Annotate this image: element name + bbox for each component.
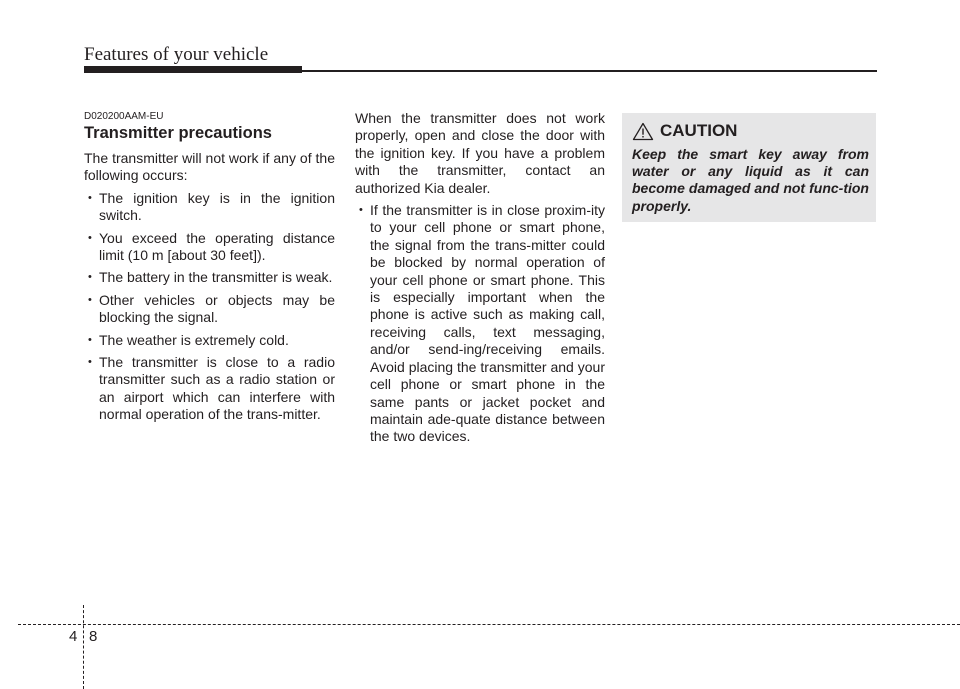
- list-item: • You exceed the operating distance limit (10 m [about 30 feet]).: [88, 229, 335, 264]
- chapter-number: 4: [69, 628, 78, 645]
- dealer-paragraph: When the transmitter does not work properly, open and close the door with the ignition key. If you have a problem with the transmitter, contact an authorized Kia dealer.: [355, 110, 605, 196]
- section-title: Transmitter precautions: [84, 124, 272, 142]
- section-code: D020200AAM-EU: [84, 111, 164, 122]
- list-item: • The battery in the transmitter is weak.: [88, 269, 333, 286]
- caution-box: [622, 113, 876, 222]
- header-title: Features of your vehicle: [84, 44, 269, 65]
- column-middle: [355, 110, 605, 451]
- caution-text: Keep the smart key away from water or any liquid as it can become damaged and not func-tion properly.: [632, 146, 869, 214]
- phone-note-list: [355, 202, 605, 446]
- footer-rule: [18, 624, 960, 625]
- header-bar-thick: [84, 66, 302, 73]
- column-left: [84, 150, 335, 429]
- caution-header: [632, 121, 737, 141]
- condition-list: [84, 190, 335, 424]
- list-item: • Other vehicles or objects may be blocking the signal.: [88, 291, 335, 326]
- page-number: 8: [89, 628, 98, 645]
- warning-triangle-icon: [632, 122, 654, 141]
- intro-paragraph: The transmitter will not work if any of the following occurs:: [84, 150, 335, 184]
- footer-divider: [83, 605, 84, 689]
- caution-title: CAUTION: [660, 121, 738, 140]
- header-rule: [300, 70, 877, 72]
- list-item: • The ignition key is in the ignition switch.: [88, 189, 335, 224]
- list-item: • The transmitter is close to a radio transmitter such as a radio station or an airport which can interfere with normal operation of the trans-mitter.: [88, 354, 335, 423]
- list-item: • If the transmitter is in close proxim-ity to your cell phone or smart phone, the signal from the trans-mitter could be blocked by normal operation of your cell phone or smart phone. This is especially important when the phone is active such as making call, receiving calls, text messaging, and/or send-ing/receiving emails. Avoid placing the transmitter and your cell phone or smart phone in the same pants or jacket pocket and maintain ade-quate distance between the two devices.: [359, 202, 605, 445]
- list-item: • The weather is extremely cold.: [88, 331, 289, 348]
